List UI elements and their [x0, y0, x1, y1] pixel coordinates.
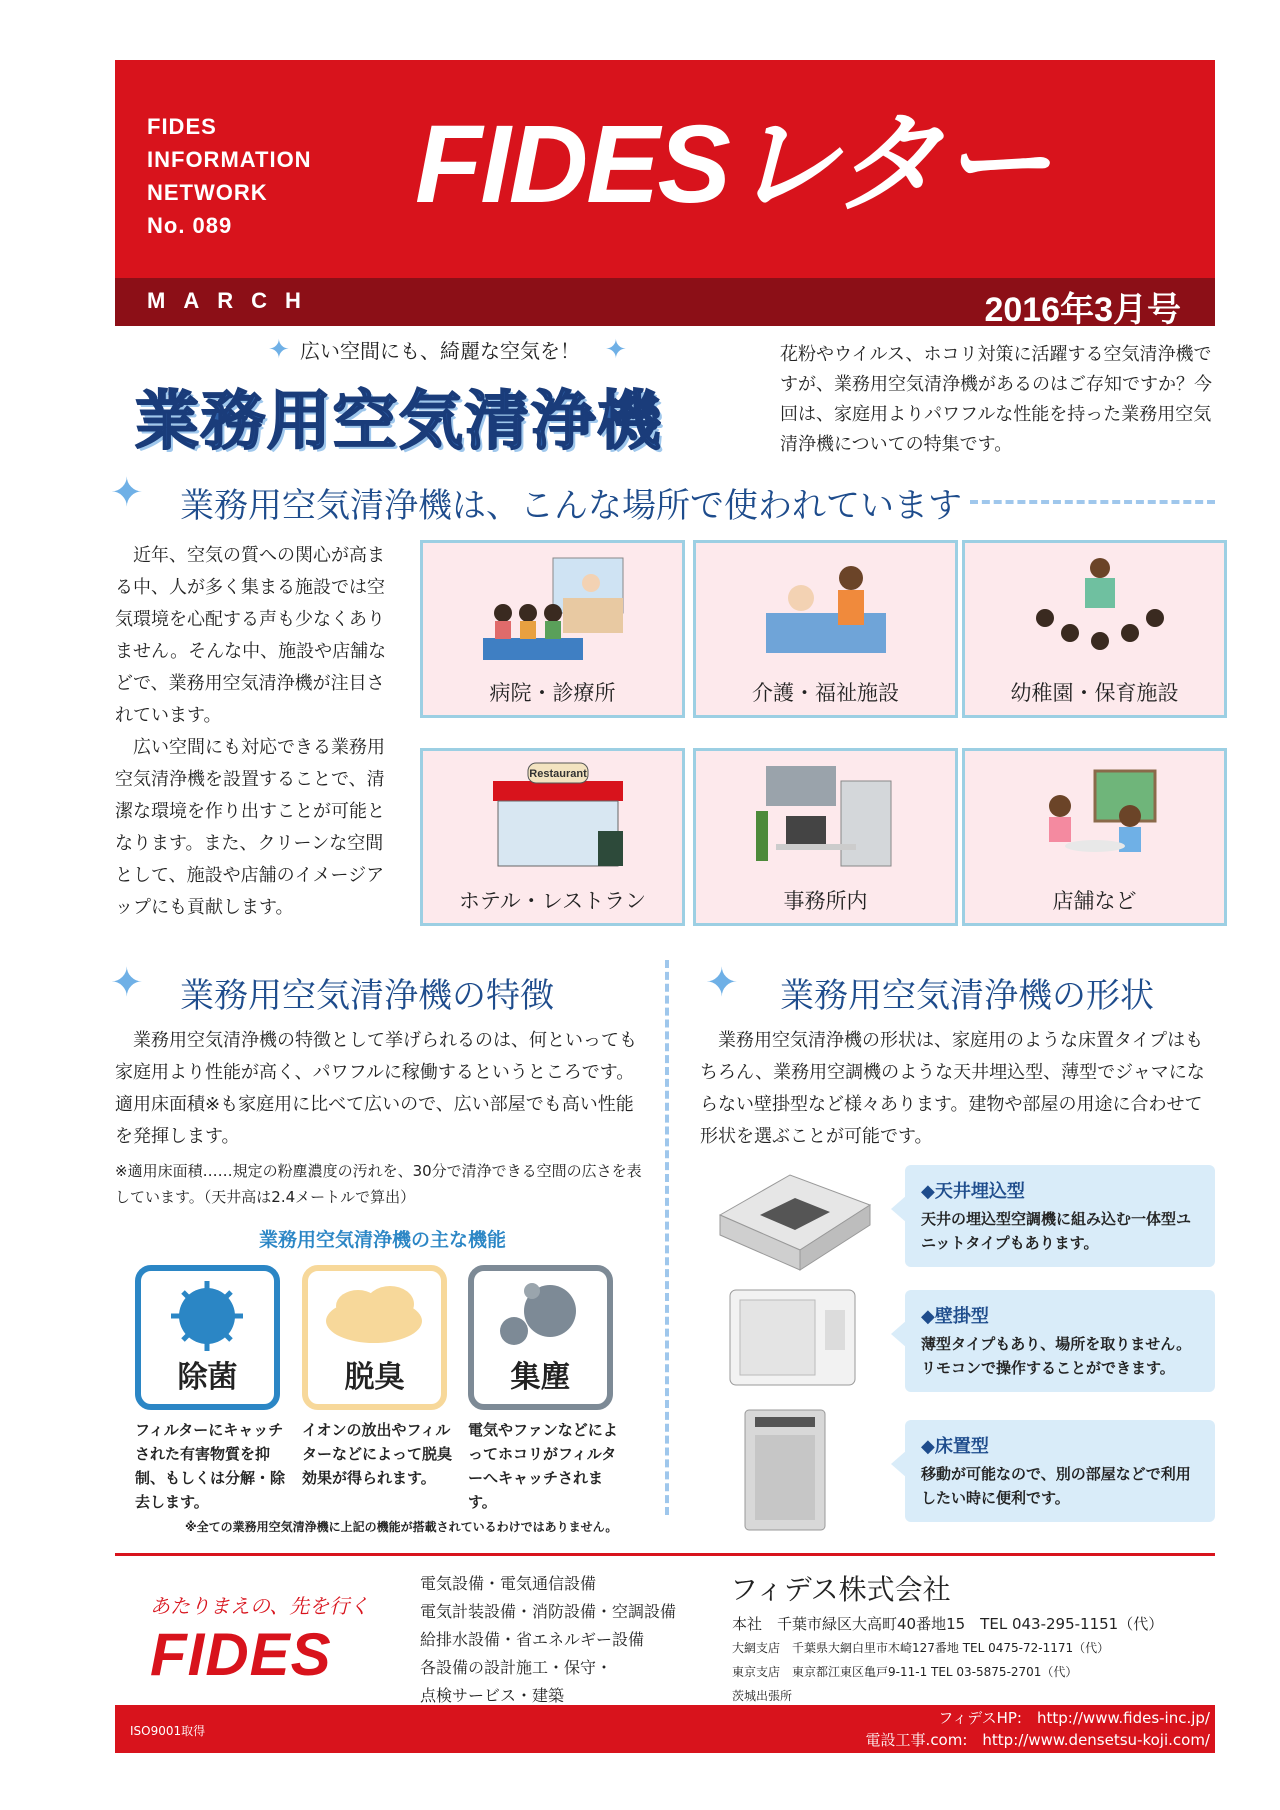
restaurant-sign: Restaurant [529, 768, 587, 780]
company-name: フィデス株式会社 [730, 1573, 951, 1606]
sparkle-icon: ✦ [605, 335, 627, 365]
card-label: 介護・福祉施設 [752, 681, 899, 705]
callout-tail [891, 1195, 907, 1223]
place-card-restaurant [420, 748, 685, 926]
type-title: ◆天井埋込型 [921, 1181, 1025, 1202]
features-note: ※適用床面積……規定の粉塵濃度の汚れを、30分で清浄できる空間の広さを表しています。（天井高は2.4メートルで算出） [115, 1162, 642, 1206]
type-floor [905, 1420, 1215, 1522]
card-label: 幼稚園・保育施設 [1010, 681, 1179, 705]
branch: 東京支店 東京都江東区亀戸9-11-1 TEL 03-5875-2701（代） [732, 1665, 1078, 1679]
places-text [115, 540, 395, 924]
functions-title: 業務用空気清浄機の主な機能 [258, 1229, 506, 1251]
callout-tail [891, 1450, 907, 1478]
service-item: 各設備の設計施工・保守・ [420, 1658, 613, 1677]
card-label: 店舗など [1052, 889, 1137, 913]
tagline: あたりまえの、先を行く [150, 1594, 370, 1618]
place-card-shop [962, 748, 1227, 926]
links-block [866, 1707, 1210, 1751]
service-item: 電気計装設備・消防設備・空調設備 [420, 1602, 677, 1621]
features-heading: 業務用空気清浄機の特徴 [180, 976, 554, 1016]
shapes-heading: 業務用空気清浄機の形状 [780, 976, 1154, 1016]
function-label: 脱臭 [344, 1360, 405, 1395]
type-ceiling [905, 1165, 1215, 1267]
places-heading: 業務用空気清浄機は、こんな場所で使われています [180, 486, 962, 526]
dust-icon [474, 1276, 607, 1356]
service-item: 電気設備・電気通信設備 [420, 1574, 597, 1593]
type-title: ◆壁掛型 [921, 1306, 989, 1327]
densetsu-link[interactable]: 電設工事.com: http://www.densetsu-koji.com/ [865, 1731, 1210, 1749]
hero-title: 業務用空気清浄機 [135, 385, 663, 459]
address-block [732, 1612, 1163, 1708]
issue-number: No. 089 [147, 213, 233, 238]
function-desc: フィルターにキャッチされた有害物質を抑制、もしくは分解・除去します。 [135, 1421, 286, 1511]
place-card-kindergarten [962, 540, 1227, 718]
restaurant-icon [483, 761, 633, 881]
branch: 茨城出張所 [732, 1689, 793, 1703]
info-line: FIDES [147, 114, 217, 139]
hospital-waiting-room-icon [483, 553, 633, 673]
head-office: 本社 千葉市緑区大高町40番地15 TEL 043-295-1151（代） [732, 1615, 1164, 1633]
services-list [420, 1570, 676, 1710]
function-desc: 電気やファンなどによってホコリがフィルターへキャッチされます。 [468, 1421, 618, 1511]
masthead [115, 60, 1215, 329]
wall-mount-unit-image [725, 1285, 865, 1395]
function-label: 集塵 [510, 1360, 571, 1395]
info-line: INFORMATION [147, 147, 312, 172]
floor-standing-unit-image [740, 1405, 830, 1535]
nursing-care-icon [756, 553, 906, 673]
homepage-link[interactable]: フィデスHP: http://www.fides-inc.jp/ [938, 1709, 1210, 1727]
type-title: ◆床置型 [921, 1436, 989, 1457]
function-box-dust [468, 1265, 613, 1410]
sparkle-icon: ✦ [110, 960, 144, 1006]
card-label: 事務所内 [783, 889, 868, 913]
service-item: 給排水設備・省エネルギー設備 [420, 1630, 645, 1649]
info-line: NETWORK [147, 180, 268, 205]
hero-intro: 花粉やウイルス、ホコリ対策に活躍する空気清浄機ですが、業務用空気清浄機があるのはご存知ですか？今回は、家庭用よりパワフルな性能を持った業務用空気清浄機についての特集です。 [780, 344, 1212, 455]
callout-tail [891, 1320, 907, 1348]
ceiling-cassette-unit-image [710, 1160, 880, 1280]
dashed-divider [970, 500, 1215, 504]
iso-label: ISO9001取得 [130, 1724, 206, 1738]
month-label: MARCH [147, 288, 319, 313]
place-card-office [693, 748, 958, 926]
column-divider [665, 960, 669, 1515]
issue-info [147, 110, 312, 242]
function-box-deodorize [302, 1265, 447, 1410]
sparkle-icon: ✦ [705, 960, 739, 1006]
shapes-text: 業務用空気清浄機の形状は、家庭用のような床置タイプはもちろん、業務用空調機のような天井埋込型、薄型でジャマにならない壁掛型など様々あります。建物や部屋の用途に合わせて形状を選ぶことが可能です。 [700, 1030, 1205, 1147]
branch: 大網支店 千葉県大網白里市木崎127番地 TEL 0475-72-1171（代） [732, 1641, 1110, 1655]
cafe-shop-icon [1025, 761, 1175, 881]
bacteria-icon [141, 1276, 274, 1356]
odor-cloud-icon [308, 1276, 441, 1356]
functions-footnote: ※全ての業務用空気清浄機に上記の機能が搭載されているわけではありません。 [185, 1520, 618, 1534]
type-desc: 天井の埋込型空調機に組み込む一体型ユニットタイプもあります。 [921, 1210, 1192, 1252]
function-desc: イオンの放出やフィルターなどによって脱臭効果が得られます。 [302, 1421, 453, 1487]
footer-divider [115, 1553, 1215, 1556]
type-desc: 薄型タイプもあり、場所を取りません。リモコンで操作することができます。 [921, 1335, 1192, 1377]
issue-date: 2016年3月号 [984, 291, 1181, 329]
paragraph: 近年、空気の質への関心が高まる中、人が多く集まる施設では空気環境を心配する声も少なくありません。そんな中、施設や店舗などで、業務用空気清浄機が注目されています。 [115, 545, 387, 726]
sparkle-icon: ✦ [110, 470, 144, 516]
card-label: ホテル・レストラン [458, 889, 647, 913]
paragraph: 広い空間にも対応できる業務用空気清浄機を設置することで、清潔な環境を作り出すことが可能となります。また、クリーンな空間として、施設や店舗のイメージアップにも貢献します。 [115, 737, 385, 918]
sparkle-icon: ✦ [268, 335, 290, 365]
newsletter-title: FIDESレター [415, 103, 1049, 226]
card-label: 病院・診療所 [489, 681, 616, 705]
place-card-nursing [693, 540, 958, 718]
place-card-hospital [420, 540, 685, 718]
type-desc: 移動が可能なので、別の部屋などで利用したい時に便利です。 [921, 1465, 1191, 1507]
office-icon [756, 761, 906, 881]
fides-logo: FIDES [150, 1621, 332, 1688]
type-wall [905, 1290, 1215, 1392]
kindergarten-icon [1025, 553, 1175, 673]
hero-subtitle: 広い空間にも、綺麗な空気を！ [300, 339, 580, 363]
function-label: 除菌 [177, 1360, 238, 1395]
service-item: 点検サービス・建築 [420, 1686, 565, 1705]
features-text: 業務用空気清浄機の特徴として挙げられるのは、何といっても家庭用より性能が高く、パワフルに稼働するというところです。適用床面積※も家庭用に比べて広いので、広い部屋でも高い性能を発揮します。 [115, 1030, 637, 1147]
function-box-sterilize [135, 1265, 280, 1410]
